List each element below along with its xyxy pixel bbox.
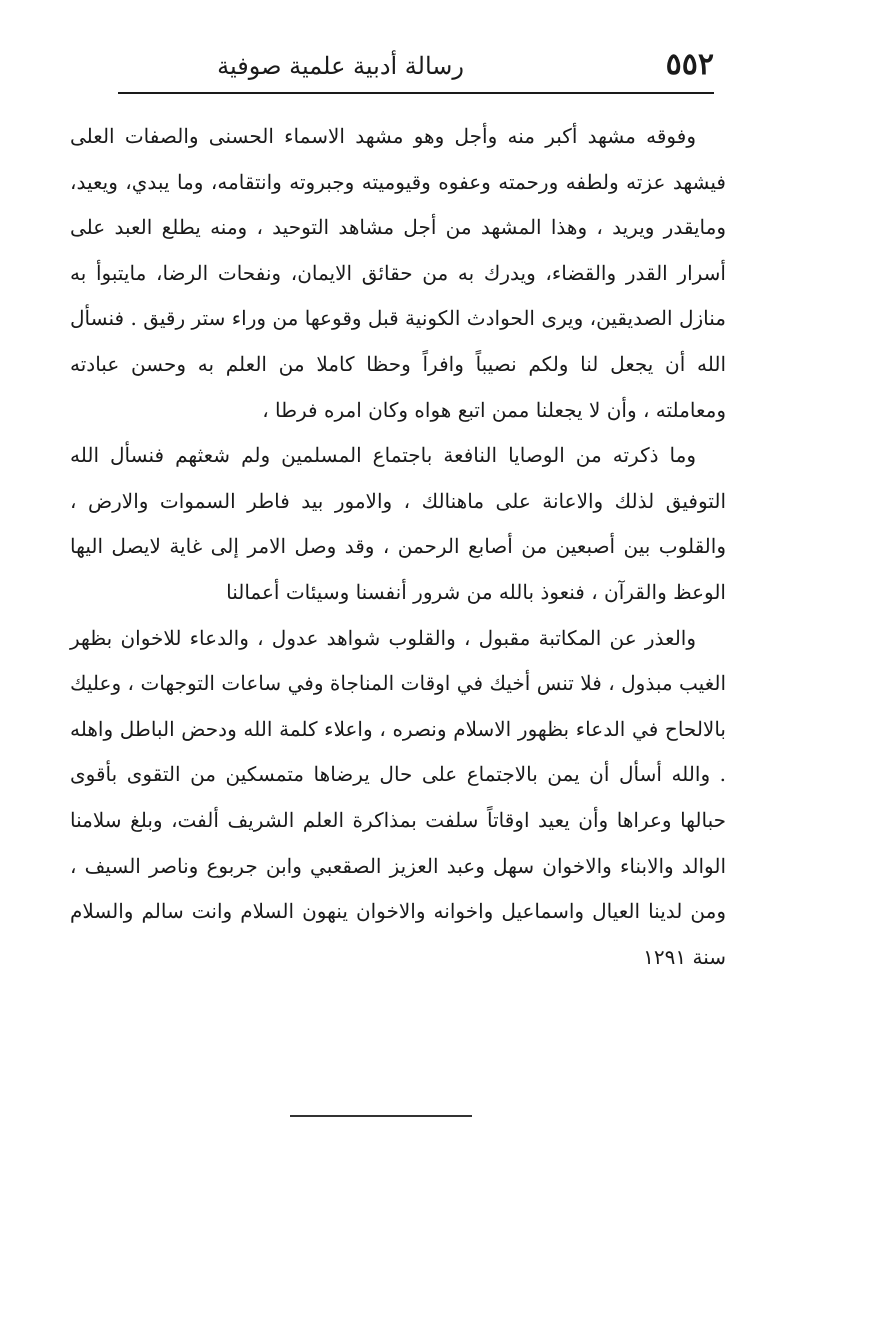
paragraph-2: وما ذكرته من الوصايا النافعة باجتماع المسلمين ولم شعثهم فنسأل الله التوفيق لذلك والاعانة على ماهنالك ، والامور بيد فاطر السموات والارض ، والقلوب بين أصبعين من أصابع الرحمن ، وقد وصل الامر إلى غاية لايصل اليها الوعظ والقرآن ، فنعوذ بالله من شرور أنفسنا وسيئات أعمالنا <box>70 443 727 604</box>
body-text <box>70 114 726 980</box>
closing-rule <box>290 1115 472 1117</box>
page-header <box>118 48 714 88</box>
running-title: رسالة أدبية علمية صوفية <box>217 52 464 80</box>
paragraph-3: والعذر عن المكاتبة مقبول ، والقلوب شواهد عدول ، والدعاء للاخوان بظهر الغيب مبذول ، فلا تنس أخيك في اوقات المناجاة وفي ساعات التوجهات ، وعليك بالالحاح في الدعاء بظهور الاسلام ونصره ، واعلاء كلمة الله ودحض الباطل واهله . والله أسأل أن يمن بالاجتماع على حال يرضاها متمسكين من التقوى بأقوى حبالها وعراها وأن يعيد اوقاتاً سلفت بمذاكرة العلم الشريف ألفت، وبلغ سلامنا الوالد والابناء والاخوان سهل وعبد العزيز الصقعبي وابن جربوع وناصر السيف ، ومن لدينا العيال واسماعيل واخوانه والاخوان ينهون السلام وانت سالم والسلام سنة ١٢٩١ <box>70 625 726 969</box>
header-rule <box>118 92 714 94</box>
page-number: ٥٥٢ <box>665 47 714 82</box>
paragraph-1: وفوقه مشهد أكبر منه وأجل وهو مشهد الاسماء الحسنى والصفات العلى فيشهد عزته ولطفه ورحمته وعفوه وقيوميته وجبروته وانتقامه، وما يبدي، ويعيد، ومايقدر ويريد ، وهذا المشهد من أجل مشاهد التوحيد ، ومنه يطلع العبد على أسرار القدر والقضاء، ويدرك به من حقائق الايمان، ونفحات الرضا، مايتبوأ به منازل الصديقين، ويرى الحوادث الكونية قبل وقوعها من وراء ستر رقيق . فنسأل الله أن يجعل لنا ولكم نصيباً وافراً وحظا كاملا من العلم به وحسن عبادته ومعاملته ، وأن لا يجعلنا ممن اتبع هواه وكان امره فرطا ، <box>70 124 726 422</box>
